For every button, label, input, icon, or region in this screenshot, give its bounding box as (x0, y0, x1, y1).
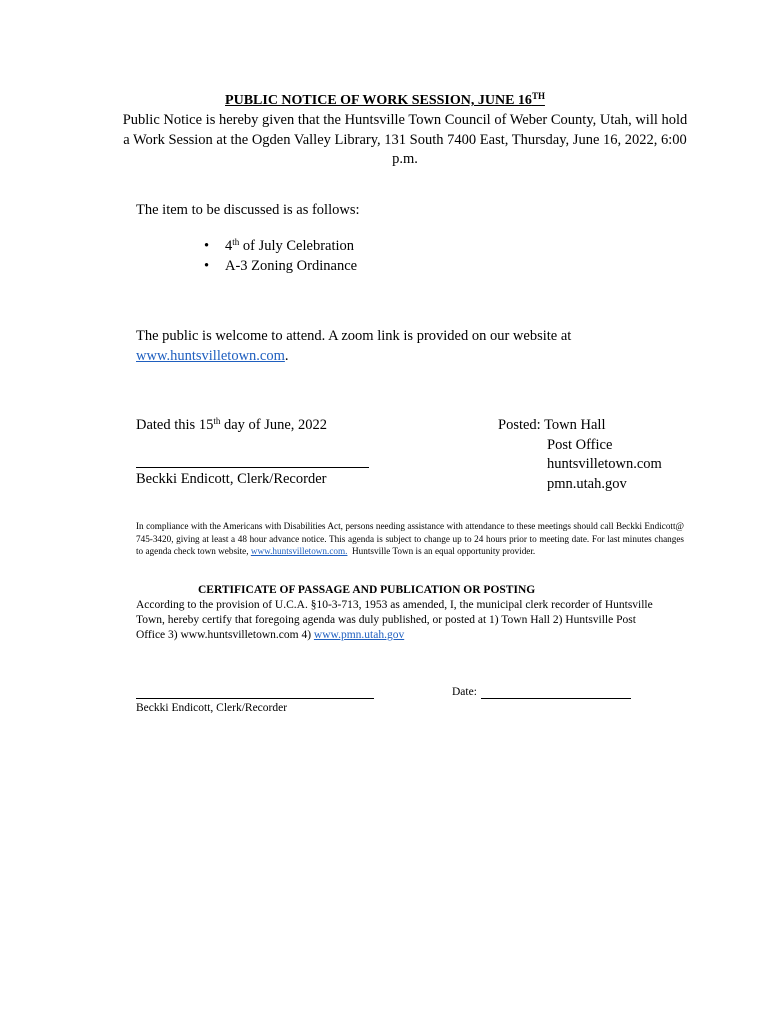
posted-location: Town Hall (544, 417, 606, 433)
posted-locations (498, 416, 662, 494)
compliance-website-link[interactable]: www.huntsvilletown.com. (250, 546, 348, 557)
posted-location: pmn.utah.gov (547, 475, 627, 492)
certificate-signature-line (136, 698, 374, 699)
date-label: Date: (452, 686, 477, 698)
items-intro: The item to be discussed is as follows: (136, 202, 360, 218)
list-item: • A-3 Zoning Ordinance (204, 258, 358, 274)
certificate-body: According to the provision of U.C.A. §10-3-713, 1953 as amended, I, the municipal clerk recorder of Huntsville Town, hereby certify that foregoing agenda was duly published, or posted at 1) Town Hall 2) Huntsville Post Office 3) www.huntsvilletown.com 4) www.pmn.utah.gov (136, 599, 653, 641)
agenda-items-list (204, 236, 357, 276)
dated-line: Dated this 15th day of June, 2022 (136, 416, 328, 433)
intro-paragraph: Public Notice is hereby given that the Huntsville Town Council of Weber County, Utah, will hold a Work Session at the Ogden Valley Library, 131 South 7400 East, Thursday, June 16, 2022, 6:00 p.m. (122, 112, 688, 167)
bullet-icon: • (204, 258, 210, 274)
signature-line (136, 467, 369, 468)
ada-compliance-notice: In compliance with the Americans with Disabilities Act, persons needing assistance with attendance to these meetings should call Beckki Endicott@ 745-3420, giving at least a 48 hour advance notice. This agenda is subject to change up to 24 hours prior to meeting date. For last minutes changes to agenda check town website, www.huntsvilletown.com. Huntsville Town is an equal opportunity provider. (136, 521, 684, 557)
list-item: • 4th of July Celebration (204, 237, 355, 254)
pmn-website-link[interactable]: www.pmn.utah.gov (313, 629, 405, 641)
posted-location: Post Office (547, 436, 613, 453)
date-line (481, 698, 631, 699)
certificate-title: CERTIFICATE OF PASSAGE AND PUBLICATION OR POSTING (198, 584, 536, 596)
notice-title: PUBLIC NOTICE OF WORK SESSION, JUNE 16TH (225, 91, 545, 108)
welcome-paragraph: The public is welcome to attend. A zoom link is provided on our website at www.huntsvilletown.com. (136, 328, 572, 364)
bullet-icon: • (204, 238, 210, 254)
signer-name: Beckki Endicott, Clerk/Recorder (136, 471, 327, 487)
website-link[interactable]: www.huntsvilletown.com (136, 347, 285, 364)
posted-label: Posted: (498, 417, 541, 433)
posted-location: huntsvilletown.com (547, 456, 662, 472)
certificate-signer: Beckki Endicott, Clerk/Recorder (136, 702, 288, 714)
